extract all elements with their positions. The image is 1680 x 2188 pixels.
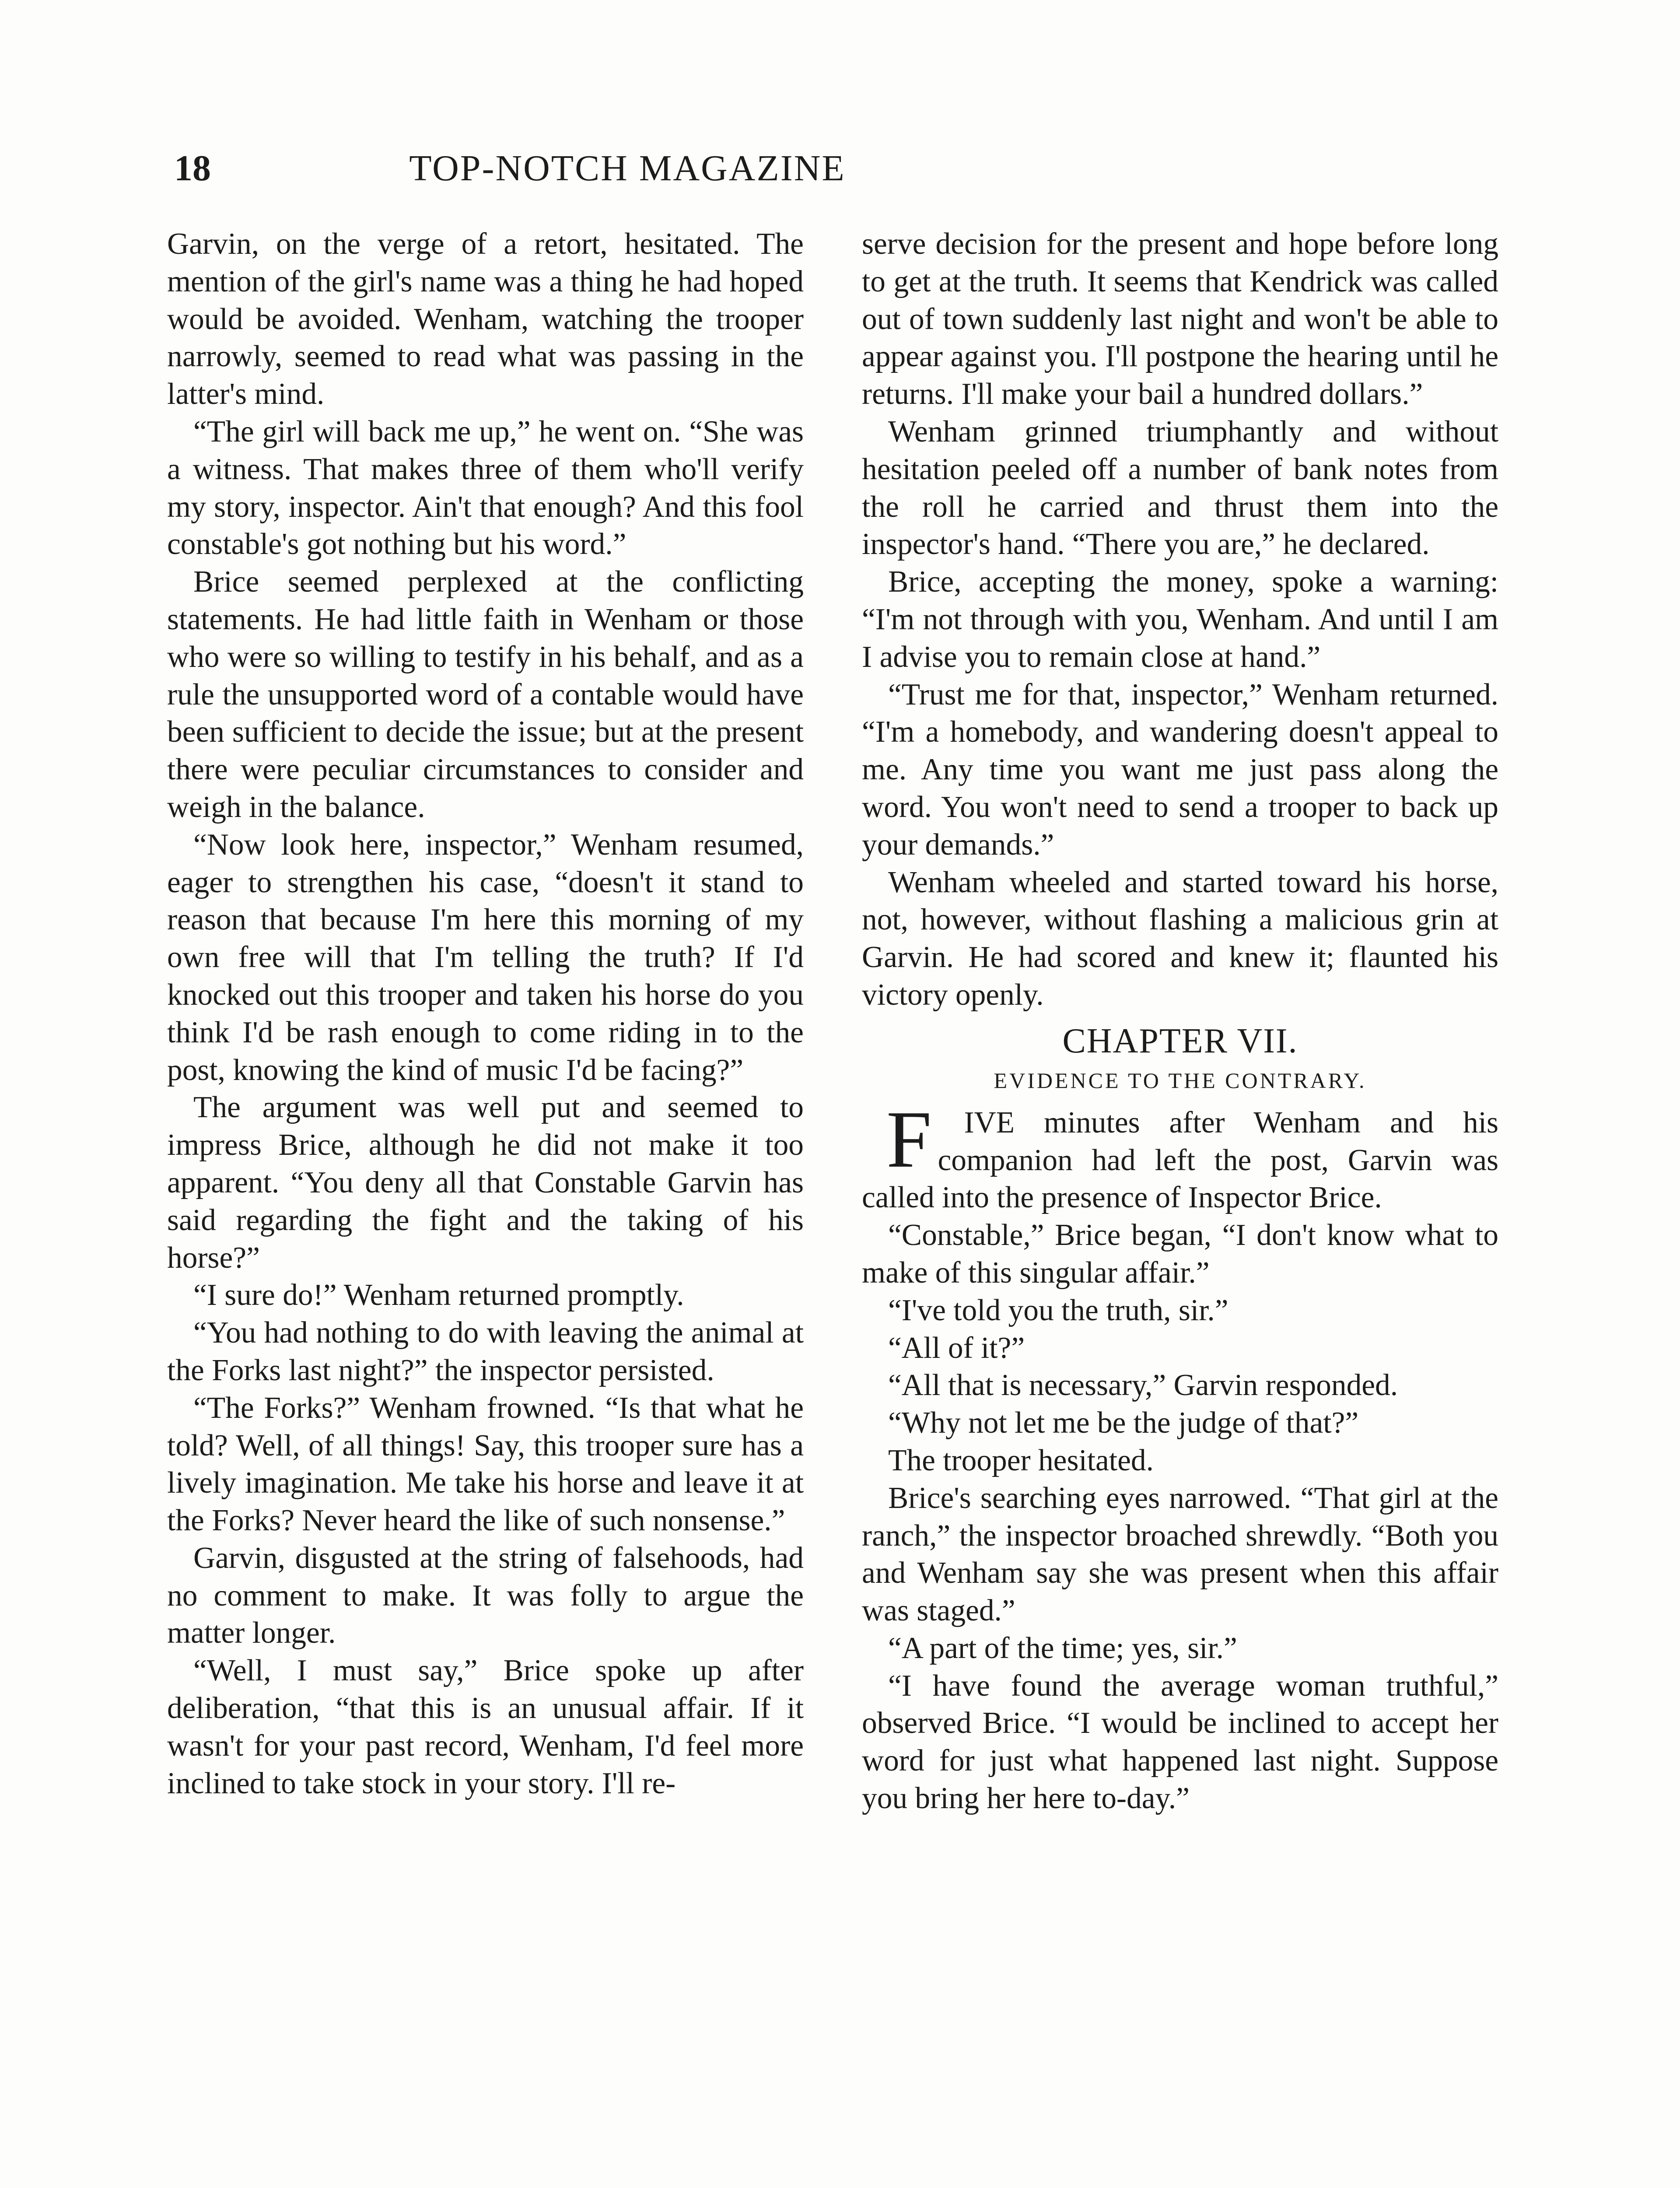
paragraph: “A part of the time; yes, sir.” [888,1631,1237,1665]
paragraph: “I've told you the truth, sir.” [888,1293,1228,1327]
paragraph: “All of it?” [888,1331,1025,1365]
page-number: 18 [174,148,211,189]
paragraph: “Trust me for that, inspector,” Wenham returned. “I'm a homebody, and wandering doesn't appeal to me. Any time you want me just pass along the word. You won't need to send a trooper to back up your demands.” [862,677,1498,862]
paragraph: “You had nothing to do with leaving the animal at the Forks last night?” the inspector persisted. [167,1316,804,1387]
paragraph: “The girl will back me up,” he went on. “She was a witness. That makes three of them who'll verify my story, inspector. Ain't that enough? And this fool constable's got nothing but his word.” [167,414,804,561]
paragraph: “Constable,” Brice began, “I don't know what to make of this singular affair.” [862,1218,1498,1290]
paragraph: “The Forks?” Wenham frowned. “Is that what he told? Well, of all things! Say, this trooper sure has a lively imagination. Me take his horse and leave it at the Forks? Never heard the like of such nonsense.” [167,1391,804,1538]
paragraph: Brice, accepting the money, spoke a warning: “I'm not through with you, Wenham. And until I am I advise you to remain close at hand.” [862,565,1498,674]
paragraph: “Now look here, inspector,” Wenham resumed, eager to strengthen his case, “doesn't it stand to reason that because I'm here this morning of my own free will that I'm telling the truth? If I'd knocked out this trooper and taken his horse do you think I'd be rash enough to come riding in to the post, knowing the kind of music I'd be facing?” [167,828,804,1087]
paragraph: “I sure do!” Wenham returned promptly. [193,1278,684,1312]
page-header [174,144,1081,193]
paragraph: Garvin, disgusted at the string of falsehoods, had no comment to make. It was folly to argue the matter longer. [167,1541,804,1650]
running-head: TOP-NOTCH MAGAZINE [409,148,846,189]
chapter-title: CHAPTER VII. [1062,1021,1298,1060]
opening-text: IVE minutes after Wenham and his companion had left the post, Garvin was called into the presence of Inspector Brice. [862,1105,1498,1215]
paragraph: The trooper hesitated. [888,1443,1154,1477]
paragraph: “Why not let me be the judge of that?” [888,1406,1359,1440]
paragraph: Brice's searching eyes narrowed. “That girl at the ranch,” the inspector broached shrewdly. “Both you and Wenham say she was present when this affair was staged.” [862,1481,1498,1628]
paragraph: Brice seemed perplexed at the conflicting statements. He had little faith in Wenham or those who were so willing to testify in his behalf, and as a rule the unsupported word of a contable would have been sufficient to decide the issue; but at the present there were peculiar circumstances to consider and weigh in the balance. [167,565,804,824]
chapter-subtitle: EVIDENCE TO THE CONTRARY. [994,1068,1367,1093]
chapter-opening-paragraph [862,1094,1498,1217]
paragraph: “Well, I must say,” Brice spoke up after deliberation, “that this is an unusual affair. If it wasn't for your past record, Wenham, I'd feel more inclined to take stock in your story. I'll re- [167,1654,804,1800]
paragraph: “I have found the average woman truthful,” observed Brice. “I would be inclined to accept her word for just what happened last night. Suppose you bring her here to-day.” [862,1669,1498,1816]
paragraph: serve decision for the present and hope before long to get at the truth. It seems that Kendrick was called out of town suddenly last night and won't be able to appear against you. I'll postpone the hearing until he returns. I'll make your bail a hundred dollars.” [862,227,1498,411]
drop-cap: F [886,1094,932,1185]
paragraph: The argument was well put and seemed to impress Brice, although he did not make it too apparent. “You deny all that Constable Garvin has said regarding the fight and the taking of his horse?” [167,1090,804,1275]
paragraph: Garvin, on the verge of a retort, hesitated. The mention of the girl's name was a thing he had hoped would be avoided. Wenham, watching the trooper narrowly, seemed to read what was passing in the latter's mind. [167,227,804,411]
paragraph: “All that is necessary,” Garvin responded. [888,1368,1398,1403]
paragraph: Wenham wheeled and started toward his horse, not, however, without flashing a malicious grin at Garvin. He had scored and knew it; flaunted his victory openly. [862,865,1498,1012]
right-column [862,225,1498,1817]
paragraph: Wenham grinned triumphantly and without hesitation peeled off a number of bank notes from the roll he carried and thrust them into the inspector's hand. “There you are,” he declared. [862,414,1498,561]
left-column [167,225,804,1802]
